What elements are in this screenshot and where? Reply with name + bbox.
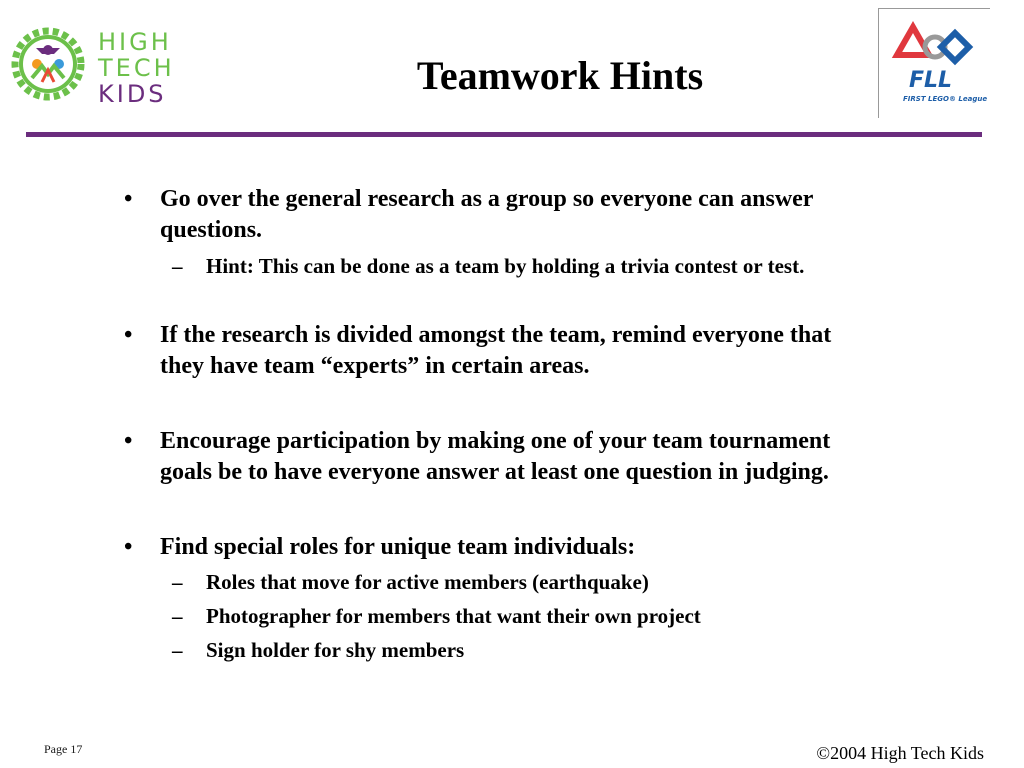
bullet-4-sub-1: Roles that move for active members (earthquake) bbox=[206, 570, 649, 594]
fll-abbrev: FLL bbox=[909, 68, 953, 93]
bullet-marker: • bbox=[124, 534, 133, 560]
bullet-4-sub-3: Sign holder for shy members bbox=[206, 638, 465, 662]
bullet-3-line-1: Encourage participation by making one of your team tournament bbox=[160, 428, 831, 454]
bullet-3-line-2: goals be to have everyone answer at least one question in judging. bbox=[160, 459, 829, 485]
fll-tagline: FIRST LEGO® League bbox=[903, 95, 988, 103]
copyright: ©2004 High Tech Kids bbox=[816, 743, 984, 763]
bullet-2-line-2: they have team “experts” in certain areas. bbox=[160, 353, 590, 379]
logo-line-high: HIGH bbox=[98, 28, 172, 56]
bullet-4-line-1: Find special roles for unique team individuals: bbox=[160, 534, 636, 560]
logo-line-tech: TECH bbox=[98, 54, 175, 82]
sub-bullet-marker: – bbox=[172, 638, 183, 662]
bullet-4-sub-2: Photographer for members that want their own project bbox=[206, 604, 701, 628]
sub-bullet-marker: – bbox=[172, 254, 183, 278]
bullet-marker: • bbox=[124, 186, 133, 212]
bullet-1-sub-1: Hint: This can be done as a team by holding a trivia contest or test. bbox=[206, 254, 805, 278]
gear-icon bbox=[15, 31, 81, 97]
sub-bullet-marker: – bbox=[172, 604, 183, 628]
sub-bullet-marker: – bbox=[172, 570, 183, 594]
bullet-marker: • bbox=[124, 428, 133, 454]
bullet-1-line-2: questions. bbox=[160, 217, 263, 243]
high-tech-kids-logo bbox=[6, 22, 202, 108]
slide-title: Teamwork Hints bbox=[416, 53, 704, 98]
logo-line-kids: KIDS bbox=[98, 80, 167, 108]
bullet-1-line-1: Go over the general research as a group so everyone can answer bbox=[160, 186, 814, 212]
bullet-2-line-1: If the research is divided amongst the team, remind everyone that bbox=[160, 322, 832, 348]
fll-emblem-icon bbox=[897, 27, 969, 61]
page-number: Page 17 bbox=[44, 742, 83, 756]
header-divider bbox=[26, 132, 982, 137]
bullet-marker: • bbox=[124, 322, 133, 348]
fll-logo bbox=[878, 8, 990, 118]
